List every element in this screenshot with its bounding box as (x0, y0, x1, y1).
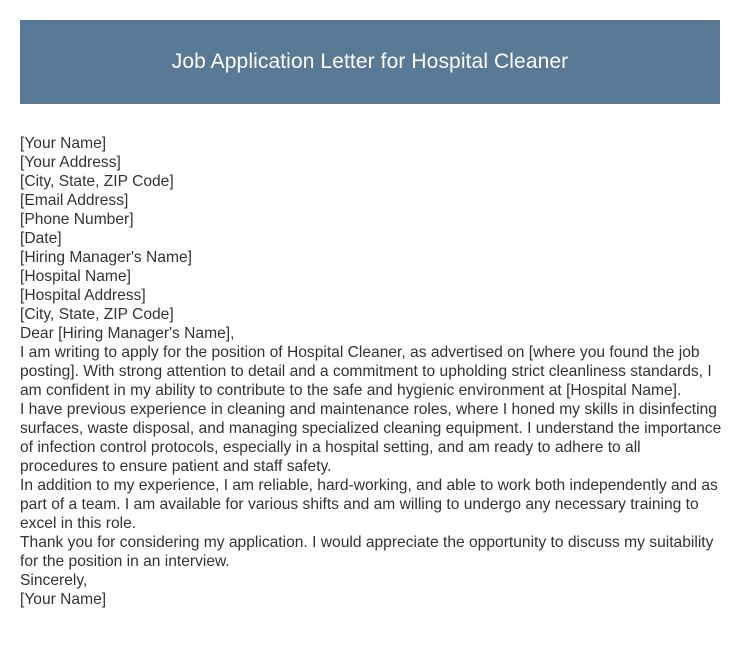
letter-date: [Date] (20, 230, 62, 247)
paragraph-intro: I am writing to apply for the position of Hospital Cleaner, as advertised on [where you found the job posting]. With strong attention to detail and a commitment to upholding strict cleanliness standards, I am confident in my ability to contribute to the safe and hygienic environment at [Hospital Name]. (20, 344, 712, 399)
sender-name: [Your Name] (20, 135, 107, 152)
page-title: Job Application Letter for Hospital Cleaner (171, 50, 569, 73)
salutation: Dear [Hiring Manager's Name], (20, 325, 235, 342)
recipient-hospital-address: [Hospital Address] (20, 287, 146, 304)
recipient-hospital-name: [Hospital Name] (20, 268, 131, 285)
title-banner (20, 20, 720, 104)
sender-city-state-zip: [City, State, ZIP Code] (20, 173, 174, 190)
recipient-hiring-manager: [Hiring Manager's Name] (20, 249, 192, 266)
signature: [Your Name] (20, 591, 107, 608)
letter-body (20, 134, 722, 609)
closing: Sincerely, (20, 572, 88, 589)
paragraph-thanks: Thank you for considering my application. I would appreciate the opportunity to discuss my suitability for the position in an interview. (20, 534, 714, 570)
paragraph-qualities: In addition to my experience, I am reliable, hard-working, and able to work both independently and as part of a team. I am available for various shifts and am willing to undergo any necessary training to excel in this role. (20, 477, 718, 532)
sender-address: [Your Address] (20, 154, 121, 171)
recipient-city-state-zip: [City, State, ZIP Code] (20, 306, 174, 323)
sender-email: [Email Address] (20, 192, 129, 209)
sender-phone: [Phone Number] (20, 211, 134, 228)
paragraph-experience: I have previous experience in cleaning and maintenance roles, where I honed my skills in disinfecting surfaces, waste disposal, and managing specialized cleaning equipment. I understand the importance of infection control protocols, especially in a hospital setting, and am ready to adhere to all procedures to ensure patient and staff safety. (20, 401, 722, 475)
